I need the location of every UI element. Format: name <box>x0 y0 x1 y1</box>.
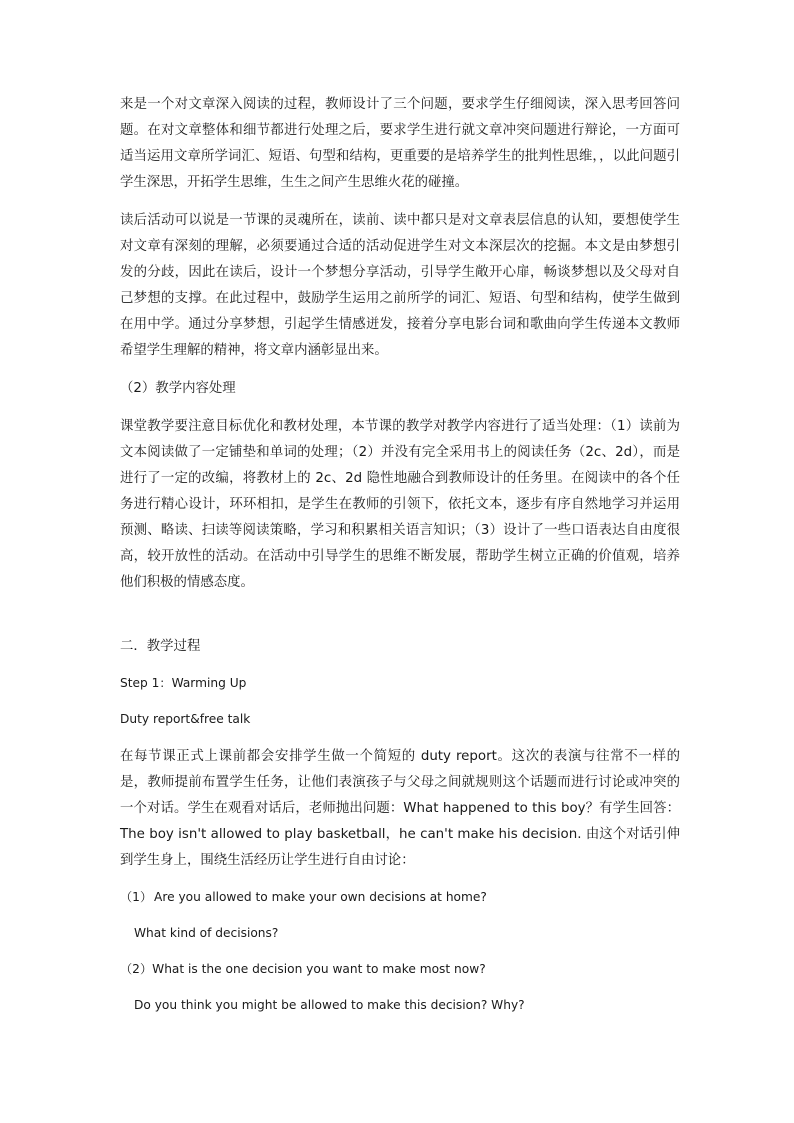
question-1a-text: Are you allowed to make your own decisions at home? <box>154 890 487 904</box>
question-2b: Do you think you might be allowed to make this decision? Why? <box>134 998 525 1012</box>
heading-teaching-process: 二．教学过程 <box>120 639 201 654</box>
paragraph-post-reading: 读后活动可以说是一节课的灵魂所在，读前、读中都只是对文章表层信息的认知，要想使学生对文章有深刻的理解，必须要通过合适的活动促进学生对文本深层次的挖掘。本文是由梦想引发的分歧，因此在读后，设计一个梦想分享活动，引导学生敞开心扉，畅谈梦想以及父母对自己梦想的支撑。在此过程中，鼓励学生运用之前所学的词汇、短语、句型和结构，使学生做到在用中学。通过分享梦想，引起学生情感迸发，接着分享电影台词和歌曲向学生传递本文教师希望学生理解的精神，将文章内涵彰显出来。 <box>120 213 680 358</box>
paragraph-duty-report: 在每节课正式上课前都会安排学生做一个简短的 duty report。这次的表演与往常不一样的是，教师提前布置学生任务，让他们表演孩子与父母之间就规则这个话题而进行讨论或冲突的一个对话。学生在观看对话后，老师抛出问题：What happened to this boy？有学生回答：The boy isn't allowed to play basketball，he can't make his decision. 由这个对话引伸到学生身上，围绕生活经历让学生进行自由讨论： <box>120 749 680 868</box>
section-spacer <box>120 608 680 634</box>
question-1 <box>120 886 680 908</box>
step-1-title: Step 1：Warming Up <box>120 676 247 690</box>
question-2-number: （2） <box>120 962 153 976</box>
paragraph-reading-questions: 来是一个对文章深入阅读的过程，教师设计了三个问题，要求学生仔细阅读，深入思考回答问题。在对文章整体和细节都进行处理之后，要求学生进行就文章冲突问题进行辩论，一方面可适当运用文章所学词汇、短语、句型和结构，更重要的是培养学生的批判性思维，，以此问题引学生深思，开拓学生思维，生生之间产生思维火花的碰撞。 <box>120 97 680 190</box>
question-1-number: （1） <box>120 890 153 904</box>
paragraph-content-processing: 课堂教学要注意目标优化和教材处理，本节课的教学对教学内容进行了适当处理：（1）读前为文本阅读做了一定铺垫和单词的处理；（2）并没有完全采用书上的阅读任务（2c、2d），而是进行了一定的改编，将教材上的 2c、2d 隐性地融合到教师设计的任务里。在阅读中的各个任务进行精心设计，环环相扣，是学生在教师的引领下，依托文本，逐步有序自然地学习并运用预测、略读、扫读等阅读策略，学习和积累相关语言知识；（3）设计了一些口语表达自由度很高，较开放性的活动。在活动中引导学生的思维不断发展，帮助学生树立正确的价值观，培养他们积极的情感态度。 <box>120 419 680 590</box>
document-body <box>120 92 680 1030</box>
heading-content-processing: （2）教学内容处理 <box>120 381 236 396</box>
duty-report-title: Duty report&free talk <box>120 712 251 726</box>
question-2 <box>120 958 680 980</box>
question-2a-text: What is the one decision you want to make most now? <box>152 962 486 976</box>
question-1b: What kind of decisions? <box>134 926 279 940</box>
